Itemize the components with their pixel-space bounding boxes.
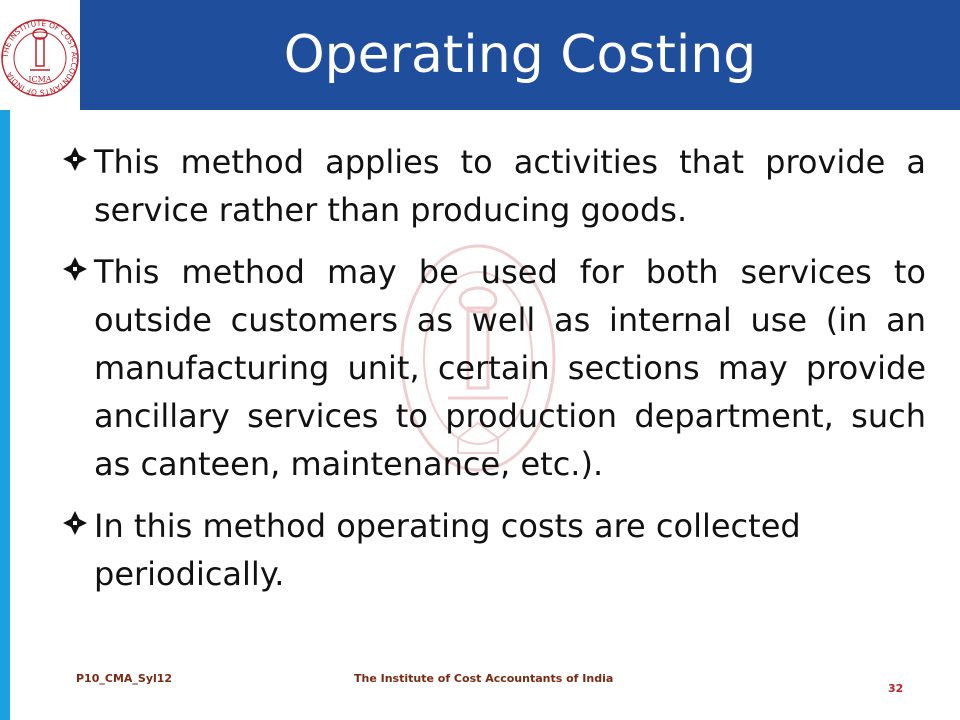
slide-title: Operating Costing <box>283 25 757 85</box>
list-item <box>60 502 926 598</box>
logo-center-text: ICMA <box>28 75 52 84</box>
bullet-text: In this method operating costs are collected periodically. <box>94 507 801 593</box>
title-bar <box>80 0 960 110</box>
bullet-list <box>60 138 926 612</box>
left-accent-bar <box>0 110 10 720</box>
diamond-bullet-icon <box>62 256 88 282</box>
footer-syllabus: P10_CMA_Syl12 <box>76 672 173 685</box>
diamond-bullet-icon <box>62 510 88 536</box>
bullet-text: This method applies to activities that provide a service rather than producing goods. <box>94 143 926 229</box>
diamond-bullet-icon <box>62 146 88 172</box>
footer-institute: The Institute of Cost Accountants of India <box>354 672 614 685</box>
logo-ring-text: THE INSTITUTE OF COST ACCOUNTANTS OF INDIA <box>0 18 80 98</box>
list-item <box>60 138 926 234</box>
page-number: 32 <box>888 682 904 695</box>
institute-logo-icon <box>0 0 80 110</box>
list-item <box>60 248 926 488</box>
bullet-text: This method may be used for both services to outside customers as well as internal use (in an manufacturing unit, certain sections may provide ancillary services to production department, such as canteen, maintenance, etc.). <box>94 253 926 483</box>
